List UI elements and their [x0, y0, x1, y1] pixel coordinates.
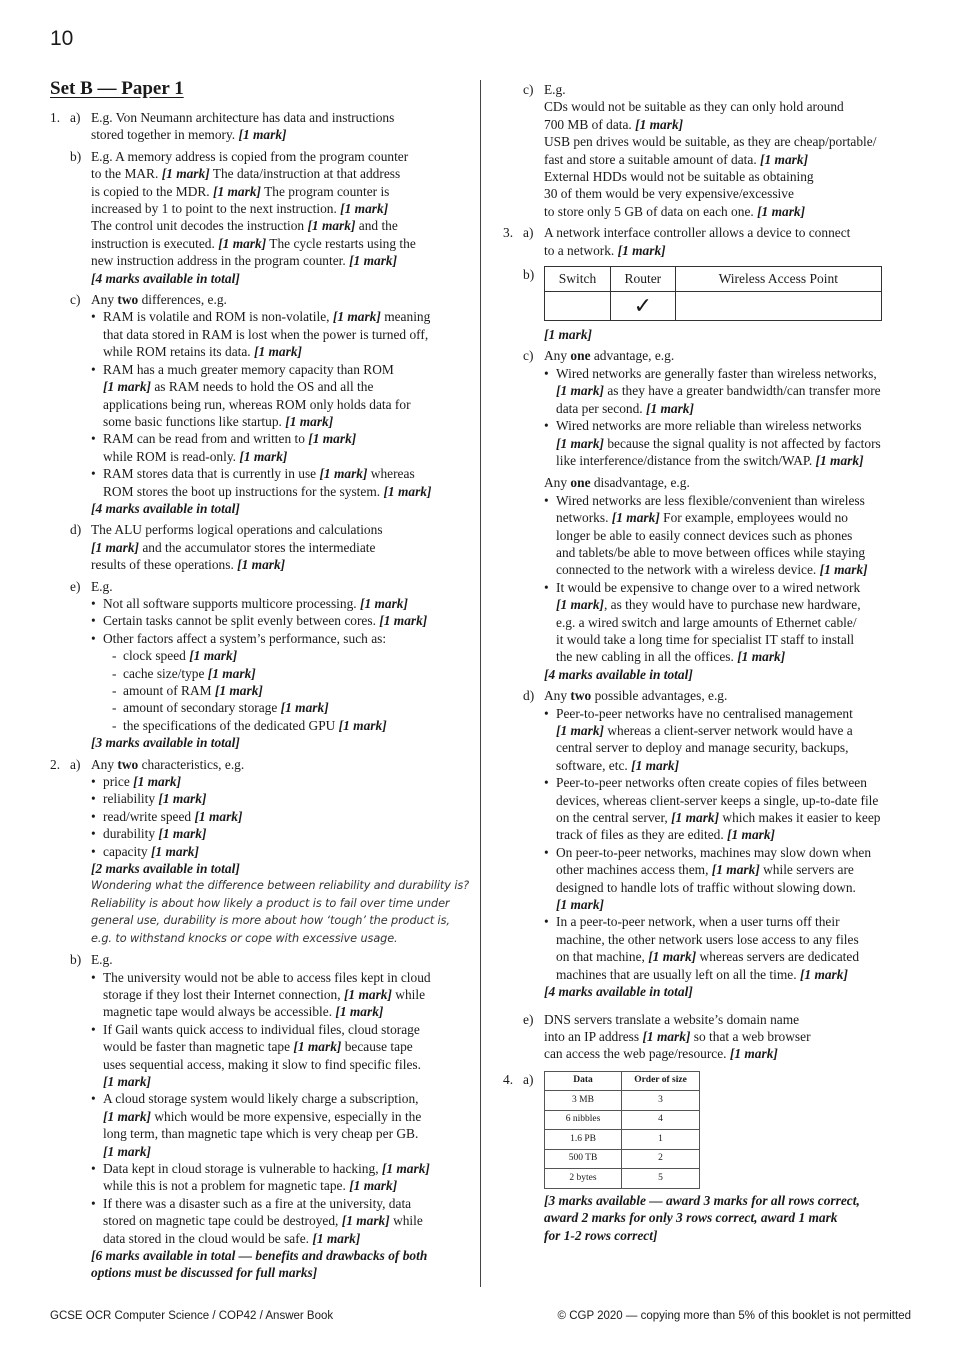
answer-line: CDs would not be suitable as they can only hold around	[544, 99, 844, 115]
tip-note: Wondering what the difference between reliability and durability is? Reliability is about how likely a product is to fail over time under general use, durability is more about how ‘tough’ the product is, e.g. to withstand knocks or cope with excessive usage.	[91, 879, 470, 945]
answer-line: is copied to the MDR. [1 mark] The program counter is	[91, 183, 390, 199]
answer-intro: Any two differences, e.g.	[91, 292, 227, 308]
marks-total: [4 marks available in total]	[544, 666, 693, 682]
table-cell	[545, 292, 611, 321]
question-number: 3.	[503, 225, 514, 241]
bullet-item: • A cloud storage system would likely charge a subscription, [1 mark] which would be more expensive, especially in the long term, than magnetic tape which is very cheap per GB. [1 mark]	[91, 1090, 470, 1160]
answer-line: 700 MB of data. [1 mark]	[544, 116, 684, 132]
bullet-item: • price [1 mark]	[91, 773, 470, 790]
marks-total: [3 marks available — award 3 marks for all rows correct,	[544, 1192, 860, 1208]
dash-item: - clock speed [1 mark]	[111, 647, 470, 664]
dash-item: - cache size/type [1 mark]	[111, 665, 470, 682]
table-header: Wireless Access Point	[675, 267, 881, 292]
answer-line: instruction is executed. [1 mark] The cycle restarts using the	[91, 235, 416, 251]
table-row: 6 nibbles 4	[545, 1110, 700, 1130]
bullet-item: • Wired networks are less flexible/convenient than wireless networks. [1 mark] For example, employees would no longer be able to easily connect devices such as phones and tablets/be able to move between offices while staying connected to the network with a wireless device. [1 mark]	[544, 492, 913, 579]
question-number: 1.	[50, 110, 61, 125]
bullet-item: • Data kept in cloud storage is vulnerable to hacking, [1 mark] while this is not a problem for magnetic tape. [1 mark]	[91, 1160, 470, 1195]
part-label: a)	[523, 225, 534, 241]
q4-a	[503, 1067, 913, 1244]
bullet-item: • The university would not be able to access files kept in cloud storage if they lost their Internet connection, [1 mark] while magnetic tape would always be accessible. [1 mark]	[91, 969, 470, 1021]
left-column	[50, 109, 470, 1286]
bullet-item: • It would be expensive to change over to a wired network [1 mark], as they would have to purchase new hardware, e.g. a wired switch and large amounts of Ethernet cable/ it would take a long time for specialist IT staff to install the new cabling in all the offices. [1 mark]	[544, 579, 913, 666]
answer-line: E.g. A memory address is copied from the program counter	[91, 148, 409, 164]
answer-line: A network interface controller allows a device to connect	[544, 225, 851, 241]
marks-total: award 2 marks for only 3 rows correct, award 1 mark	[544, 1210, 838, 1226]
q3-c	[503, 347, 913, 683]
answer-line: [1 mark] and the accumulator stores the intermediate	[91, 539, 376, 555]
answer-intro: E.g.	[91, 578, 113, 594]
answer-line: new instruction address in the program counter. [1 mark]	[91, 253, 398, 269]
part-label: e)	[523, 1011, 534, 1027]
part-label: d)	[523, 688, 535, 704]
answer-line: to the MAR. [1 mark] The data/instruction at that address	[91, 166, 401, 182]
q2-a	[50, 756, 470, 947]
table-cell	[675, 292, 881, 321]
answer-line: E.g. Von Neumann architecture has data and instructions	[91, 110, 395, 125]
answer-line: to a network. [1 mark]	[544, 242, 666, 258]
q1-e	[50, 578, 470, 752]
bullet-item: • Peer-to-peer networks have no centralised management [1 mark] whereas a client-server network would have a central server to deploy and manage security, backups, software, etc. [1 mark]	[544, 705, 913, 775]
network-device-table	[544, 266, 882, 321]
part-label: a)	[70, 756, 81, 772]
bullet-item: • Certain tasks cannot be split evenly between cores. [1 mark]	[91, 612, 470, 629]
part-label: c)	[523, 82, 534, 97]
marks-total: [4 marks available in total]	[91, 500, 240, 516]
page-number: 10	[50, 27, 74, 50]
bullet-item: • Peer-to-peer networks often create copies of files between devices, whereas client-server keeps a single, up-to-date file on the central server, [1 mark] which makes it easier to keep track of files as they are edited. [1 mark]	[544, 774, 913, 844]
marks-total: [4 marks available in total]	[91, 270, 240, 286]
part-label: c)	[523, 348, 534, 364]
bullet-item: • If there was a disaster such as a fire at the university, data stored on magnetic tape could be destroyed, [1 mark] while data stored in the cloud would be safe. [1 mark]	[91, 1195, 470, 1247]
q2-c	[503, 81, 913, 220]
table-row: 500 TB 2	[545, 1149, 700, 1169]
answer-intro: E.g.	[91, 952, 113, 968]
data-size-table	[544, 1071, 700, 1189]
answer-intro: Any two characteristics, e.g.	[91, 756, 245, 772]
bullet-item: • RAM can be read from and written to [1 mark] while ROM is read-only. [1 mark]	[91, 430, 470, 465]
q3-e	[503, 1005, 913, 1063]
section-title: Set B — Paper 1	[50, 78, 184, 99]
table-header: Switch	[545, 267, 611, 292]
answer-intro: Any two possible advantages, e.g.	[544, 688, 728, 704]
footer-left: GCSE OCR Computer Science / COP42 / Answer Book	[50, 1310, 334, 1322]
bullet-item: • Not all software supports multicore processing. [1 mark]	[91, 595, 470, 612]
answer-intro: Any one advantage, e.g.	[544, 348, 675, 364]
bullet-item: • If Gail wants quick access to individual files, cloud storage would be faster than magnetic tape [1 mark] because tape uses sequential access, making it slow to find specific files. [1 mark]	[91, 1021, 470, 1091]
answer-line: 30 of them would be very expensive/excessive	[544, 186, 794, 202]
q3-b	[503, 263, 913, 343]
marks-total: [3 marks available in total]	[91, 735, 240, 751]
answer-line: The ALU performs logical operations and calculations	[91, 522, 383, 538]
answer-line: DNS servers translate a website’s domain name	[544, 1011, 800, 1027]
part-label: b)	[70, 148, 82, 164]
q2-b	[50, 951, 470, 1282]
q3-d	[503, 687, 913, 1000]
bullet-item: • In a peer-to-peer network, when a user turns off their machine, the other network users lose access to any files on that machine, [1 mark] whereas servers are dedicated machines that are usually left on all the time. [1 mark]	[544, 913, 913, 983]
question-number: 2.	[50, 756, 61, 772]
table-header: Order of size	[622, 1071, 700, 1091]
answer-line: can access the web page/resource. [1 mark]	[544, 1046, 778, 1062]
answer-line: results of these operations. [1 mark]	[91, 557, 286, 573]
q3-a	[503, 224, 913, 259]
bullet-item: • On peer-to-peer networks, machines may slow down when other machines access them, [1 mark] while servers are designed to handle lots of traffic without slowing down. [1 mark]	[544, 844, 913, 914]
bullet-item: • Other factors affect a system’s performance, such as:	[91, 630, 470, 647]
bullet-item: • RAM has a much greater memory capacity than ROM [1 mark] as RAM needs to hold the OS and all the applications being run, whereas ROM only holds data for some basic functions like startup. [1 mark]	[91, 361, 470, 431]
footer-right: © CGP 2020 — copying more than 5% of this booklet is not permitted	[557, 1310, 911, 1322]
q1-c	[50, 291, 470, 517]
marks-total: [6 marks available in total — benefits and drawbacks of both	[91, 1248, 428, 1263]
bullet-item: • capacity [1 mark]	[91, 843, 470, 860]
bullet-item: • RAM stores data that is currently in use [1 mark] whereas ROM stores the boot up instructions for the system. [1 mark]	[91, 465, 470, 500]
part-label: a)	[70, 110, 81, 125]
q1-d	[50, 521, 470, 573]
dash-item: - amount of RAM [1 mark]	[111, 682, 470, 699]
marks-total: for 1-2 rows correct]	[544, 1227, 658, 1243]
tick-mark: ✓	[610, 292, 675, 321]
answer-line: fast and store a suitable amount of data. [1 mark]	[544, 151, 809, 167]
q1-b	[50, 148, 470, 287]
table-header: Data	[545, 1071, 622, 1091]
answer-line: stored together in memory. [1 mark]	[91, 127, 287, 143]
part-label: b)	[523, 267, 535, 283]
answer-line: The control unit decodes the instruction [1 mark] and the	[91, 218, 398, 234]
column-divider	[480, 80, 481, 1287]
question-number: 4.	[503, 1071, 514, 1087]
table-row: 2 bytes 5	[545, 1169, 700, 1189]
table-header: Router	[610, 267, 675, 292]
bullet-item: • Wired networks are generally faster than wireless networks, [1 mark] as they have a greater bandwidth/can transfer more data per second. [1 mark]	[544, 365, 913, 417]
right-column	[503, 81, 913, 1248]
part-label: c)	[70, 292, 81, 308]
answer-line: into an IP address [1 mark] so that a web browser	[544, 1028, 811, 1044]
bullet-item: • RAM is volatile and ROM is non-volatile, [1 mark] meaning that data stored in RAM is lost when the power is turned off, while ROM retains its data. [1 mark]	[91, 308, 470, 360]
marks-total: options must be discussed for full marks]	[91, 1265, 318, 1281]
bullet-item: • reliability [1 mark]	[91, 790, 470, 807]
answer-intro: Any one disadvantage, e.g.	[544, 475, 690, 491]
marks-total: [1 mark]	[544, 327, 592, 343]
table-row: 1.6 PB 1	[545, 1130, 700, 1150]
part-label: b)	[70, 952, 82, 968]
marks-total: [4 marks available in total]	[544, 984, 693, 1000]
answer-line: to store only 5 GB of data on each one. [1 mark]	[544, 203, 806, 219]
answer-line: External HDDs would not be suitable as obtaining	[544, 169, 814, 185]
part-label: e)	[70, 578, 81, 594]
answer-line: increased by 1 to point to the next instruction. [1 mark]	[91, 201, 389, 217]
dash-item: - amount of secondary storage [1 mark]	[111, 699, 470, 716]
q1-a	[50, 109, 470, 144]
bullet-item: • read/write speed [1 mark]	[91, 808, 470, 825]
part-label: d)	[70, 522, 82, 538]
bullet-item: • Wired networks are more reliable than wireless networks [1 mark] because the signal quality is not affected by factors like interference/distance from the switch/WAP. [1 mark]	[544, 417, 913, 469]
marks-total: [2 marks available in total]	[91, 861, 240, 877]
bullet-item: • durability [1 mark]	[91, 825, 470, 842]
answer-line: E.g.	[544, 82, 566, 97]
table-row: 3 MB 3	[545, 1091, 700, 1111]
part-label: a)	[523, 1071, 534, 1087]
dash-item: - the specifications of the dedicated GPU [1 mark]	[111, 717, 470, 734]
answer-line: USB pen drives would be suitable, as they are cheap/portable/	[544, 134, 877, 150]
